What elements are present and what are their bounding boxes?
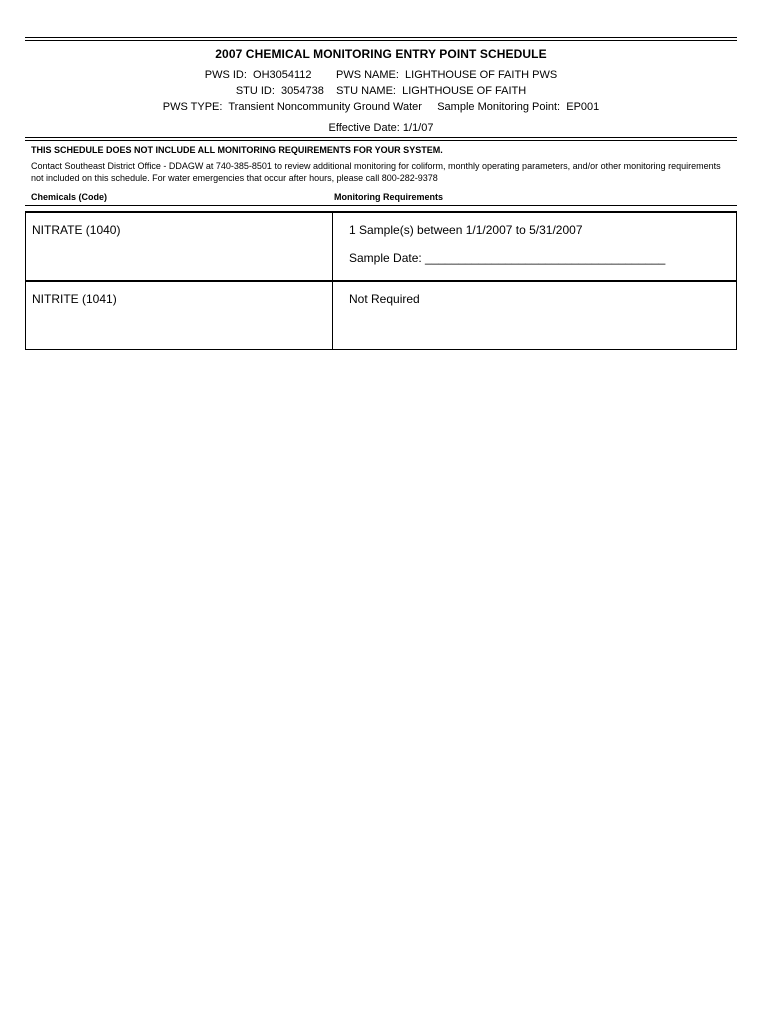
column-header-chemicals: Chemicals (Code) <box>31 192 108 202</box>
requirement-text: Not Required <box>349 292 420 306</box>
contact-info: Contact Southeast District Office - DDAGW at 740-385-8501 to review additional monitoring for coliform, monthly operating parameters, and/or other monitoring requirements not included on this schedule. For water emergencies that occur after hours, please call 800-282-9378 <box>31 161 721 183</box>
schedule-table <box>25 211 737 350</box>
top-rule-inner <box>25 40 737 41</box>
chemical-name: NITRITE (1041) <box>26 282 333 349</box>
effective-date: Effective Date: 1/1/07 <box>328 122 434 134</box>
table-row <box>26 213 736 280</box>
requirement-cell <box>333 282 736 349</box>
chemical-name: NITRATE (1040) <box>26 213 333 280</box>
top-rule <box>25 37 737 38</box>
schedule-notice: THIS SCHEDULE DOES NOT INCLUDE ALL MONITORING REQUIREMENTS FOR YOUR SYSTEM. <box>31 145 443 155</box>
table-row <box>26 280 736 349</box>
page-title: 2007 CHEMICAL MONITORING ENTRY POINT SCHEDULE <box>215 47 547 61</box>
mid-rule <box>25 137 737 138</box>
pws-type-line: PWS TYPE: Transient Noncommunity Ground Water Sample Monitoring Point: EP001 <box>162 101 600 113</box>
stu-id-line: STU ID: 3054738 STU NAME: LIGHTHOUSE OF FAITH <box>235 85 527 97</box>
pws-id-line: PWS ID: OH3054112 PWS NAME: LIGHTHOUSE OF FAITH PWS <box>204 69 558 81</box>
column-header-requirements: Monitoring Requirements <box>334 192 444 202</box>
sample-date-field: Sample Date: ____________________________________ <box>349 251 666 265</box>
mid-rule-inner <box>25 140 737 141</box>
requirement-cell <box>333 213 736 280</box>
requirement-text: 1 Sample(s) between 1/1/2007 to 5/31/2007 <box>349 223 583 237</box>
header-underline <box>25 205 737 206</box>
